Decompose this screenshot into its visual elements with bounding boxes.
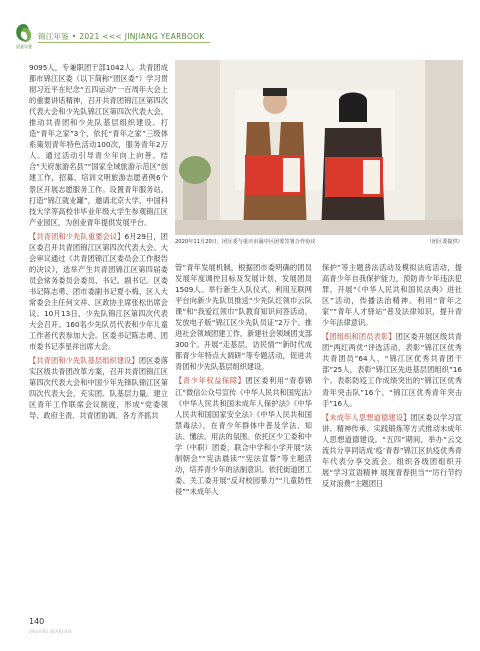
section-body: 团区委落实区级共青团改革方案，召开共青团锦江区第四次代表大会和中国少年先锋队锦江区第四次代表大会，充实团、队基层力量。建立区青年工作联席会议制度，形成“党委领导、政府主责、共青团协调、各方齐抓共 bbox=[29, 356, 168, 421]
caption-text: 2020年11月20日，团区委与重庆市渝中区团委签署合作协议 bbox=[175, 239, 316, 245]
page-header bbox=[0, 0, 480, 58]
photo-illustration bbox=[175, 60, 463, 235]
logo-text: 团委年鉴 bbox=[16, 44, 32, 49]
paragraph bbox=[29, 355, 168, 421]
section-title: 【共青团和少先队重要会议】 bbox=[29, 231, 125, 241]
text-column-3 bbox=[322, 262, 462, 489]
header-divider bbox=[38, 42, 210, 43]
section-title: 【共青团和少先队基层组织建设】 bbox=[29, 356, 139, 366]
text-column-1 bbox=[29, 62, 168, 422]
text-column-2 bbox=[175, 262, 312, 497]
signing-ceremony-photo bbox=[175, 60, 463, 235]
paragraph: 保护”等主题普法活动及模拟法庭活动，提高青少年自我保护能力，预防青少年违法犯罪。开展“《中华人民共和国民法典》进社区”活动，传播法治精神。利用“青年之家”“青年人才驿站”普及法律知识，提升青少年法律意识。 bbox=[322, 263, 462, 328]
section-title: 【青少年权益保障】 bbox=[175, 376, 246, 386]
section-title: 【团组织和团员表彰】 bbox=[322, 332, 396, 342]
paragraph bbox=[29, 231, 168, 353]
paragraph bbox=[322, 331, 462, 408]
paragraph: 9095人，专兼职团干部1042人。共青团成都市锦江区委（以下简称“团区委”）学习贯彻习近平在纪念“五四运动”一百周年大会上的重要讲话精神，召开共青团锦江区第四次代表大会和少先队锦江区第四次代表大会，推动共青团和少先队基层组织建设。打造“青年之家”3个，依托“青年之家”三级体系策划青年特色活动100次，服务青年2万人。通过活动引导青少年向上向善。结合“天府旅游名县”“国家全域旅游示范区”创建工作，招募、培训文明旅游志愿者例6个景区开展志愿服务工作。设置青年服务站，打造“锦江就业罐”，邀请北京大学、中国科技大学等高校非毕业年级大学生参观锦江区产业园区，为创业青年提供发展平台。 bbox=[29, 63, 168, 227]
paragraph bbox=[322, 412, 462, 489]
photo-caption bbox=[175, 238, 463, 245]
paragraph bbox=[175, 375, 312, 497]
running-header-title: 锦江年鉴 • 2021 <<< JINJIANG YEARBOOK bbox=[38, 32, 205, 41]
section-body: 6月29日，团区委召开共青团锦江区第四次代表大会。大会审议通过《共青团锦江区委员会工作报告的决议》，选举产生共青团锦江区第四届委员会常务委员会委员、书记、副书记。区委书记陈志勇、团市委副书记夏小梅、区人大常委会主任何文祥、区政协主席张松出席会议。10月13日，少先队锦江区第四次代表大会召开。160名少先队员代表和少年儿童工作者代表参加大会。区委书记陈志勇、团市委书记李星祥出席大会。 bbox=[29, 231, 168, 352]
section-body: 团区委开展区级共青团“两红两优”评选活动，表彰“锦江区优秀共青团员”64人、“锦江区优秀共青团干部”25人，表彰“锦江区先进基层团组织”16个。表彰防疫工作成绩突出的“锦江区优秀青年突击队”16个、“锦江区优秀青年突击手”16人。 bbox=[322, 332, 462, 408]
section-body: 团区委以学习宣讲、精神传承、实践锻炼等方式推动未成年人思想道德建设。“五四”期间，举办“云交流共分享同话成‘疫’青春”锦江区抗疫优秀青年代表分享交流会。组织各级团组织开展“学习宣语精神 展现青春担当”“厉行节约 反对浪费”主题团日 bbox=[322, 412, 462, 488]
photo-credit: （团区委提供） bbox=[426, 239, 463, 245]
section-body: 团区委利用“青春锦江”微信公众号宣传《中华人民共和国宪法》《中华人民共和国未成年人保护法》《中华人民共和国国家安全法》《中华人民共和国禁毒法》，在青少年群体中普及学法、知法、懂法、用法的氛围。依托区少工委和中学（中职）团委，联合中学和小学开展“法制朝会”“宪法晨读”“宪法宣誓”等主题活动，培养青少年的法制意识。依托街道团工委、关工委开展“反对校园暴力”“儿童防性侵”“未成年人 bbox=[175, 376, 312, 496]
paragraph: 管”青年发展机制。根据团市委明确的团员发展年度调控目标及发展计划，发展团员1509人。举行新生入队仪式，利用互联网平台向新少先队员推送“少先队红领巾云队课”和“我爱红领巾”队教育知识问答活动，发放电子版“锦江区少先队员证”2万个。推进社会领域团建工作，新建社会领域团支部300个。开展“走基层、访民情”“新时代成都青少年特点大调研”等专题活动，促进共青团和少先队基层组织建设。 bbox=[175, 263, 312, 372]
page-number: 140 bbox=[29, 617, 45, 626]
footer-text: JINJIANG NIANJIAN bbox=[29, 629, 72, 634]
section-title: 【未成年人思想道德建设】 bbox=[322, 412, 411, 422]
